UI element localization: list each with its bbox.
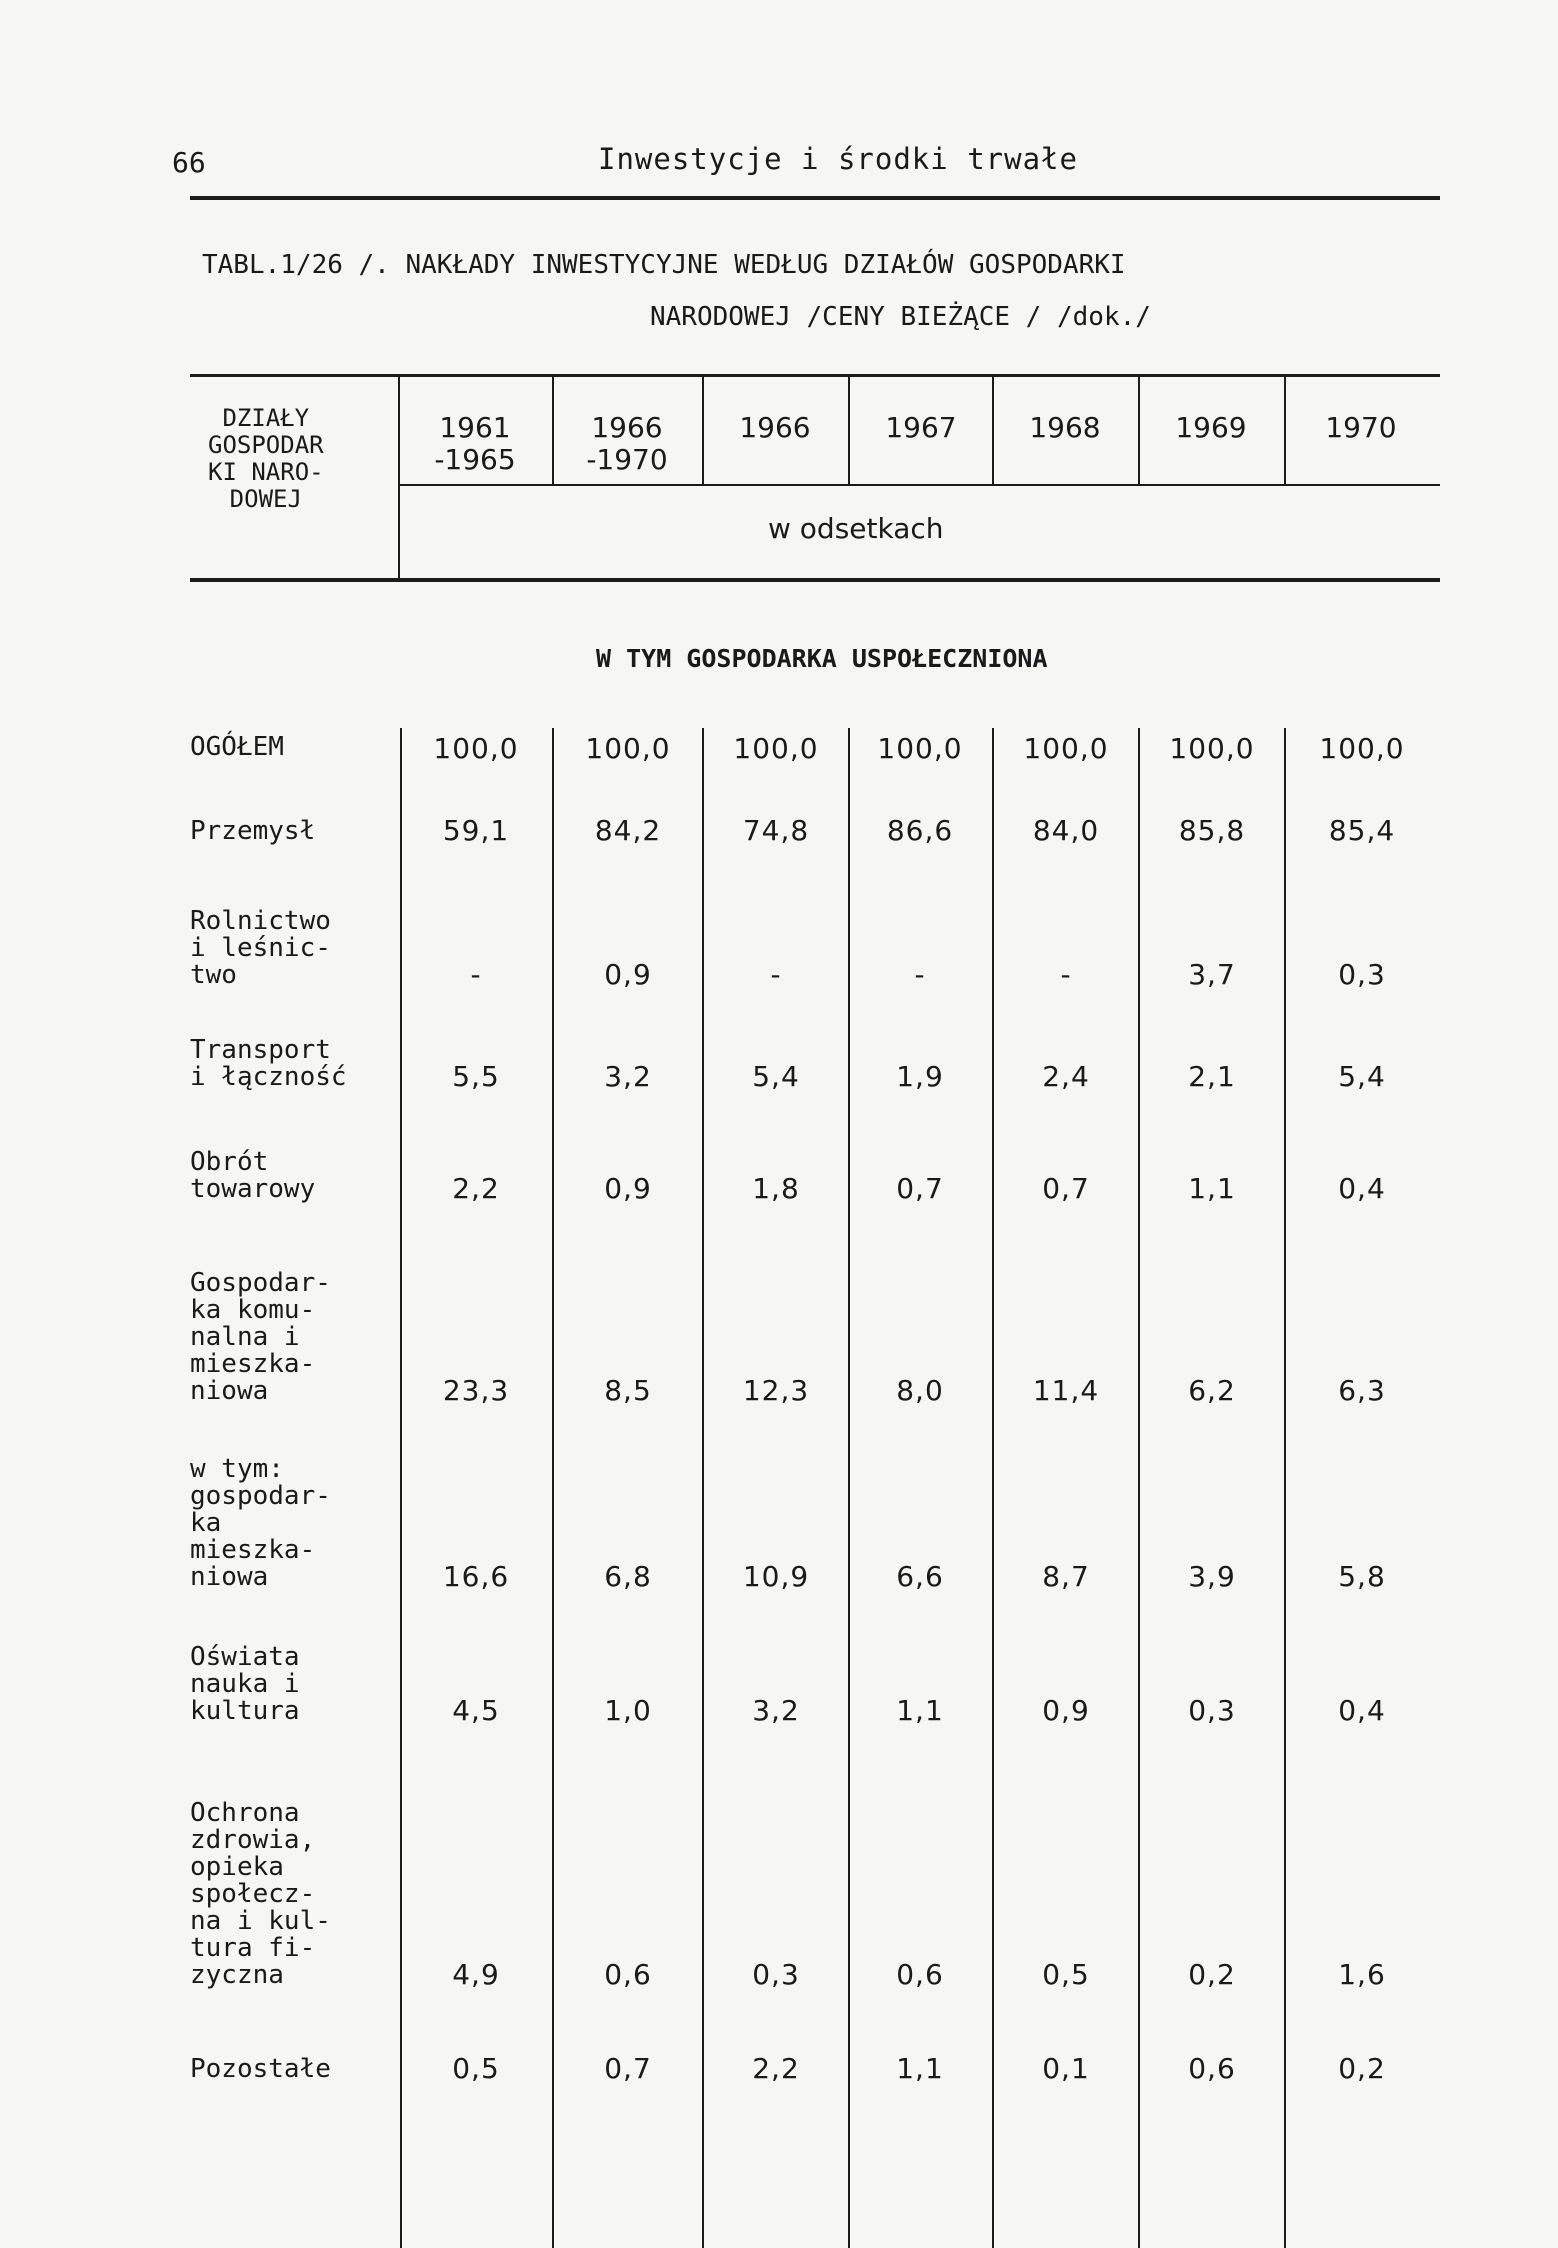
table-cell: 2,4 — [1042, 1060, 1090, 1093]
table-cell: 84,2 — [594, 814, 662, 847]
table-cell: 3,7 — [1188, 958, 1236, 991]
table-cell: 100,0 — [733, 732, 819, 765]
table-cell: 5,4 — [1338, 1060, 1386, 1093]
row-label: Oświata nauka i kultura — [190, 1642, 300, 1726]
table-cell: 0,5 — [1042, 1958, 1090, 1991]
body-col-divider — [552, 728, 554, 2248]
table-cell: - — [1060, 958, 1072, 991]
table-cell: 0,5 — [452, 2052, 500, 2085]
column-header: 1966 — [739, 411, 811, 444]
body-col-divider — [848, 728, 850, 2248]
table-cell: 84,0 — [1032, 814, 1100, 847]
body-col-divider — [1284, 728, 1286, 2248]
table-cell: 1,9 — [896, 1060, 944, 1093]
column-header: 1967 — [885, 411, 957, 444]
table-cell: 5,4 — [752, 1060, 800, 1093]
table-cell: 6,3 — [1338, 1374, 1386, 1407]
header-col-divider — [992, 376, 994, 484]
table-cell: 0,3 — [1188, 1694, 1236, 1727]
table-cell: 11,4 — [1032, 1374, 1100, 1407]
table-cell: 1,0 — [604, 1694, 652, 1727]
table-cell: 2,2 — [452, 1172, 500, 1205]
table-cell: 1,8 — [752, 1172, 800, 1205]
table-title-line1: TABL.1/26 /. NAKŁADY INWESTYCYJNE WEDŁUG DZIAŁÓW GOSPODARKI — [202, 250, 1126, 280]
row-label: Gospodar- ka komu- nalna i mieszka- niowa — [190, 1268, 331, 1406]
table-cell: 1,1 — [896, 2052, 944, 2085]
row-label: Rolnictwo i leśnic- two — [190, 906, 331, 990]
table-cell: 0,9 — [604, 1172, 652, 1205]
body-col-divider — [400, 728, 402, 2248]
table-cell: 0,7 — [604, 2052, 652, 2085]
table-cell: 74,8 — [742, 814, 810, 847]
table-cell: 8,7 — [1042, 1560, 1090, 1593]
table-cell: 3,9 — [1188, 1560, 1236, 1593]
table-cell: 1,6 — [1338, 1958, 1386, 1991]
table-cell: 4,9 — [452, 1958, 500, 1991]
table-cell: 0,7 — [896, 1172, 944, 1205]
table-cell: 3,2 — [604, 1060, 652, 1093]
table-cell: 10,9 — [742, 1560, 810, 1593]
table-cell: 2,1 — [1188, 1060, 1236, 1093]
header-col-divider — [1138, 376, 1140, 484]
table-cell: 0,2 — [1188, 1958, 1236, 1991]
row-label: Ochrona zdrowia, opieka społecz- na i kul- tura fi- zyczna — [190, 1798, 331, 1990]
header-rule — [190, 196, 1440, 200]
table-cell: 86,6 — [886, 814, 954, 847]
body-col-divider — [992, 728, 994, 2248]
header-col-divider — [848, 376, 850, 484]
table-cell: 8,0 — [896, 1374, 944, 1407]
table-cell: 0,3 — [752, 1958, 800, 1991]
header-bottom-rule — [190, 578, 1440, 582]
table-cell: 0,3 — [1338, 958, 1386, 991]
table-cell: - — [470, 958, 482, 991]
section-heading: W TYM GOSPODARKA USPOŁECZNIONA — [596, 644, 1048, 673]
table-cell: 6,6 — [896, 1560, 944, 1593]
header-col-divider — [702, 376, 704, 484]
body-col-divider — [1138, 728, 1140, 2248]
row-label: Obrót towarowy — [190, 1147, 316, 1204]
table-cell: 8,5 — [604, 1374, 652, 1407]
table-cell: 100,0 — [1023, 732, 1109, 765]
table-cell: 100,0 — [585, 732, 671, 765]
table-title-line2: NARODOWEJ /CENY BIEŻĄCE / /dok./ — [650, 302, 1151, 332]
stub-header: DZIAŁY GOSPODAR KI NARO- DOWEJ — [208, 404, 324, 513]
table-cell: 12,3 — [742, 1374, 810, 1407]
header-col-divider — [552, 376, 554, 484]
table-cell: 23,3 — [442, 1374, 510, 1407]
table-cell: 1,1 — [896, 1694, 944, 1727]
body-col-divider — [702, 728, 704, 2248]
table-cell: 4,5 — [452, 1694, 500, 1727]
table-cell: 0,4 — [1338, 1694, 1386, 1727]
column-header: 1969 — [1175, 411, 1247, 444]
table-cell: 5,5 — [452, 1060, 500, 1093]
unit-label: w odsetkach — [768, 512, 944, 545]
table-cell: 6,2 — [1188, 1374, 1236, 1407]
table-cell: 0,6 — [1188, 2052, 1236, 2085]
table-cell: - — [770, 958, 782, 991]
row-label: w tym: gospodar- ka mieszka- niowa — [190, 1454, 331, 1592]
row-label: Przemysł — [190, 816, 316, 846]
column-header: 1968 — [1029, 411, 1101, 444]
running-title: Inwestycje i środki trwałe — [598, 142, 1078, 176]
table-cell: 1,1 — [1188, 1172, 1236, 1205]
table-cell: 0,6 — [896, 1958, 944, 1991]
column-header: 1970 — [1325, 411, 1397, 444]
row-label: Transport i łączność — [190, 1035, 347, 1092]
table-cell: 3,2 — [752, 1694, 800, 1727]
table-cell: 100,0 — [1169, 732, 1255, 765]
column-header: 1961 -1965 — [434, 411, 516, 476]
table-cell: 2,2 — [752, 2052, 800, 2085]
header-top-rule — [190, 374, 1440, 377]
table-cell: 0,4 — [1338, 1172, 1386, 1205]
header-col-divider — [1284, 376, 1286, 484]
header-stub-divider — [398, 376, 400, 580]
row-label: OGÓŁEM — [190, 732, 284, 762]
table-cell: 0,6 — [604, 1958, 652, 1991]
page-number: 66 — [172, 146, 206, 179]
table-cell: 85,8 — [1178, 814, 1246, 847]
table-cell: 59,1 — [442, 814, 510, 847]
table-cell: 100,0 — [433, 732, 519, 765]
table-cell: 0,9 — [1042, 1694, 1090, 1727]
table-cell: 100,0 — [877, 732, 963, 765]
table-cell: 0,9 — [604, 958, 652, 991]
table-cell: 0,7 — [1042, 1172, 1090, 1205]
table-cell: 0,2 — [1338, 2052, 1386, 2085]
table-cell: 6,8 — [604, 1560, 652, 1593]
table-cell: - — [914, 958, 926, 991]
table-cell: 100,0 — [1319, 732, 1405, 765]
table-cell: 5,8 — [1338, 1560, 1386, 1593]
table-cell: 16,6 — [442, 1560, 510, 1593]
row-label: Pozostałe — [190, 2054, 331, 2084]
header-mid-rule — [400, 484, 1440, 486]
table-cell: 85,4 — [1328, 814, 1396, 847]
column-header: 1966 -1970 — [586, 411, 668, 476]
table-cell: 0,1 — [1042, 2052, 1090, 2085]
